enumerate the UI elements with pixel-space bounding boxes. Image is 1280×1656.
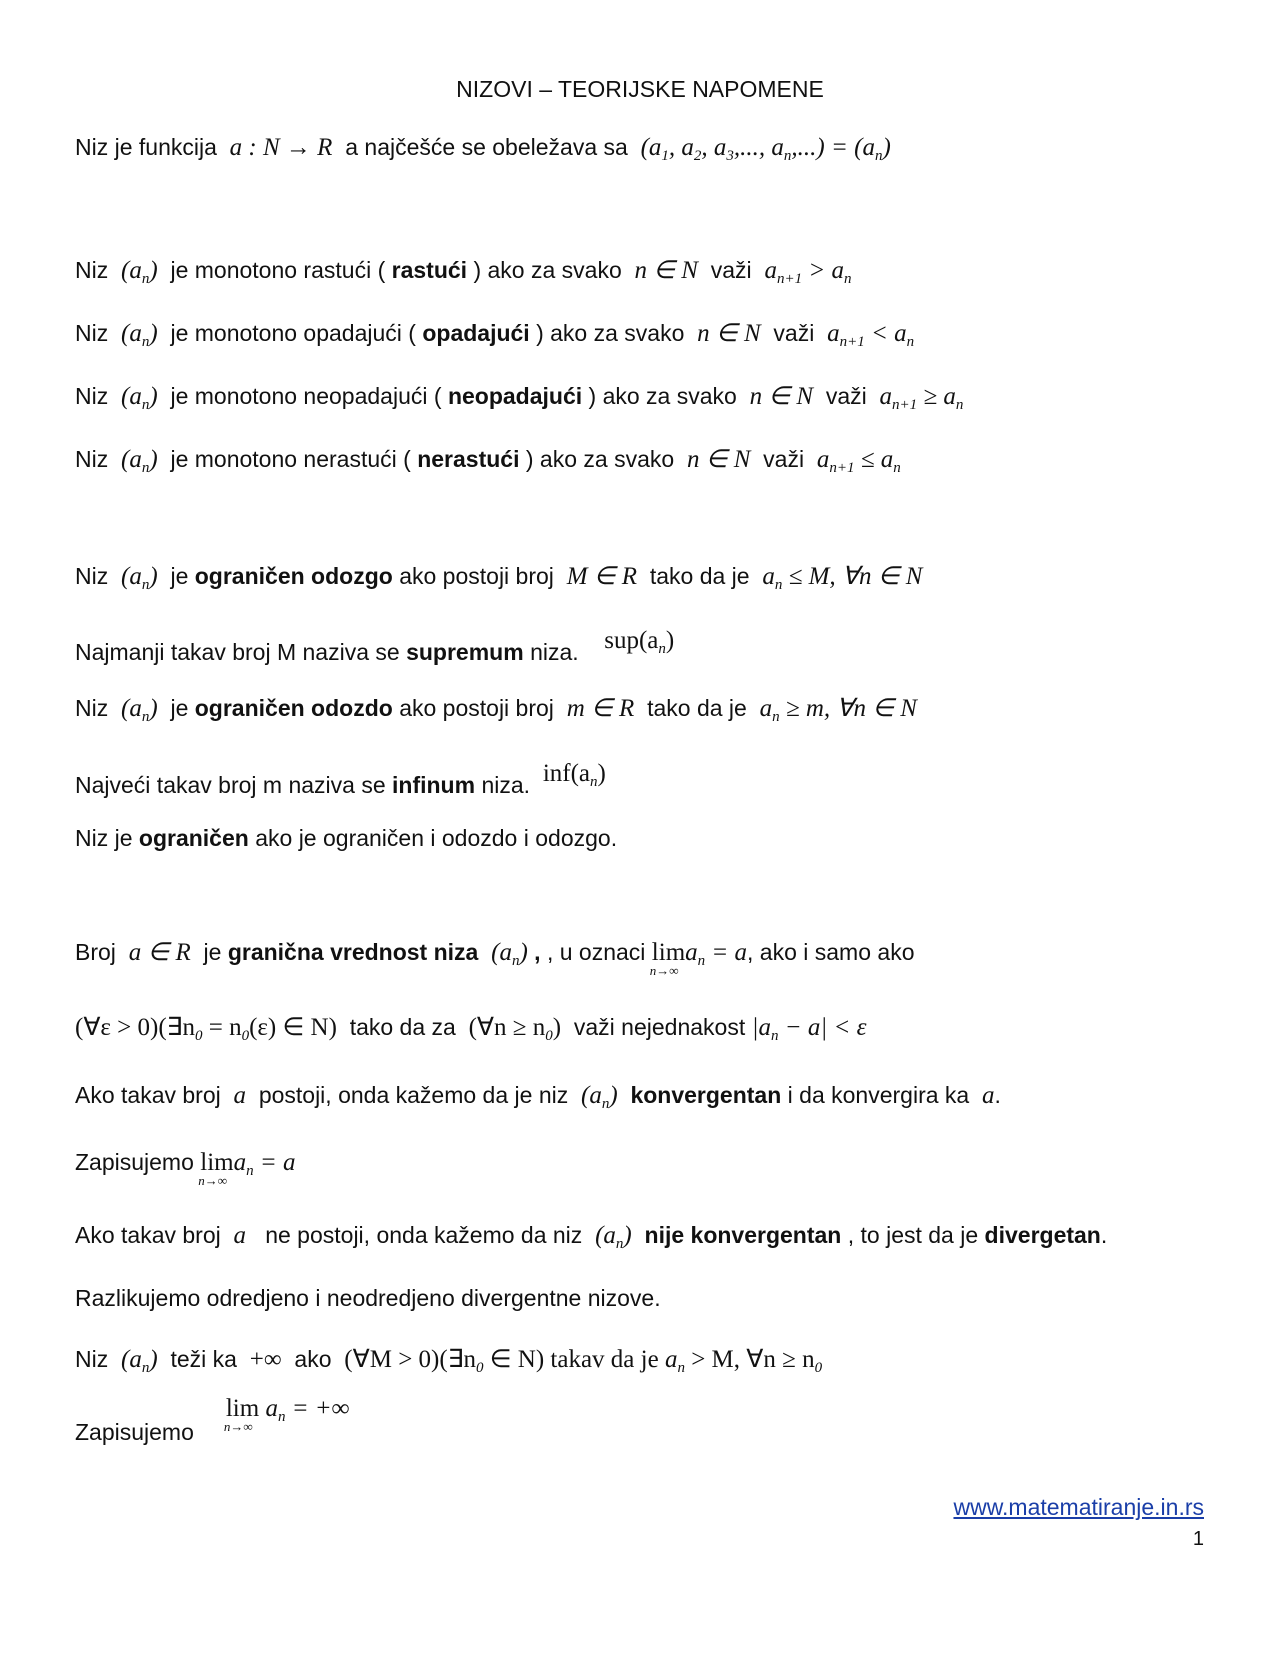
- infinite-divergence: Niz $(a_n)$ teži ka +∞ ako (∀M > $0)(\exists n_0$ ∈ N) takav da je $a_n > M$, ∀n ≥ $n_0$: [75, 1346, 823, 1376]
- limit-definition: Broj a ∈ R je granična vrednost niza $(a_n)$ , , u oznaci lim n→∞ $a_n = a$, ako i samo ako: [75, 939, 915, 978]
- bounded-below: Niz $(a_n)$ je ograničen odozdo ako postoji broj m ∈ R tako da je $a_n \ge m$, ∀n ∈ N: [75, 695, 917, 725]
- supremum-line: Najmanji takav broj M naziva se supremum niza. $sup(a_n)$: [75, 627, 675, 665]
- divergent-types: Razlikujemo odredjeno i neodredjeno divergentne nizove.: [75, 1285, 661, 1311]
- monotone-increasing: Niz $(a_n)$ je monotono rastući ( rastući ) ako za svako n ∈ N važi $a_{n+1} > a_n$: [75, 257, 852, 287]
- monotone-decreasing: Niz $(a_n)$ je monotono opadajući ( opadajući ) ako za svako n ∈ N važi $a_{n+1} < a_n$: [75, 320, 915, 350]
- bounded-above: Niz $(a_n)$ je ograničen odozgo ako postoji broj M ∈ R tako da je $a_n \le M$, ∀n ∈ N: [75, 563, 923, 593]
- divergent-line: Ako takav broj a ne postoji, onda kažemo da niz $(a_n)$ nije konvergentan , to jest da je divergetan.: [75, 1222, 1108, 1252]
- monotone-nondecreasing: Niz $(a_n)$ je monotono neopadajući ( neopadajući ) ako za svako n ∈ N važi $a_{n+1} \ge a_n$: [75, 383, 964, 413]
- page-number: 1: [1192, 1528, 1204, 1550]
- bounded-line: Niz je ograničen ako je ograničen i odozdo i odozgo.: [75, 825, 618, 851]
- notation-limit: Zapisujemo lim n→∞ $a_n = a$: [75, 1149, 296, 1188]
- website-link[interactable]: www.matematiranje.in.rs: [953, 1494, 1204, 1520]
- epsilon-condition: (∀ε > $0)(\exists n_0 = n_0(\varepsilon)$ ∈ N) tako da za (∀n ≥ $n_0$) važi nejednakost $|a_n - a| < \varepsilon$: [75, 1014, 867, 1044]
- monotone-nonincreasing: Niz $(a_n)$ je monotono nerastući ( nerastući ) ako za svako n ∈ N važi $a_{n+1} \le a_n$: [75, 446, 901, 476]
- infimum-line: Najveći takav broj m naziva se infinum niza. $inf(a_n)$: [75, 760, 606, 798]
- notation-infinity: Zapisujemo lim n→∞ $a_n$ = +∞: [75, 1395, 350, 1445]
- page-title: NIZOVI – TEORIJSKE NAPOMENE: [456, 76, 824, 102]
- convergent-line: Ako takav broj a postoji, onda kažemo da je niz $(a_n)$ konvergentan i da konvergira ka a.: [75, 1082, 1001, 1112]
- definition-line: Niz je funkcija a : N → R a najčešće se obeležava sa ($a_1$, $a_2$, $a_3$,..., $a_n,...) = (a_n)$: [75, 134, 891, 164]
